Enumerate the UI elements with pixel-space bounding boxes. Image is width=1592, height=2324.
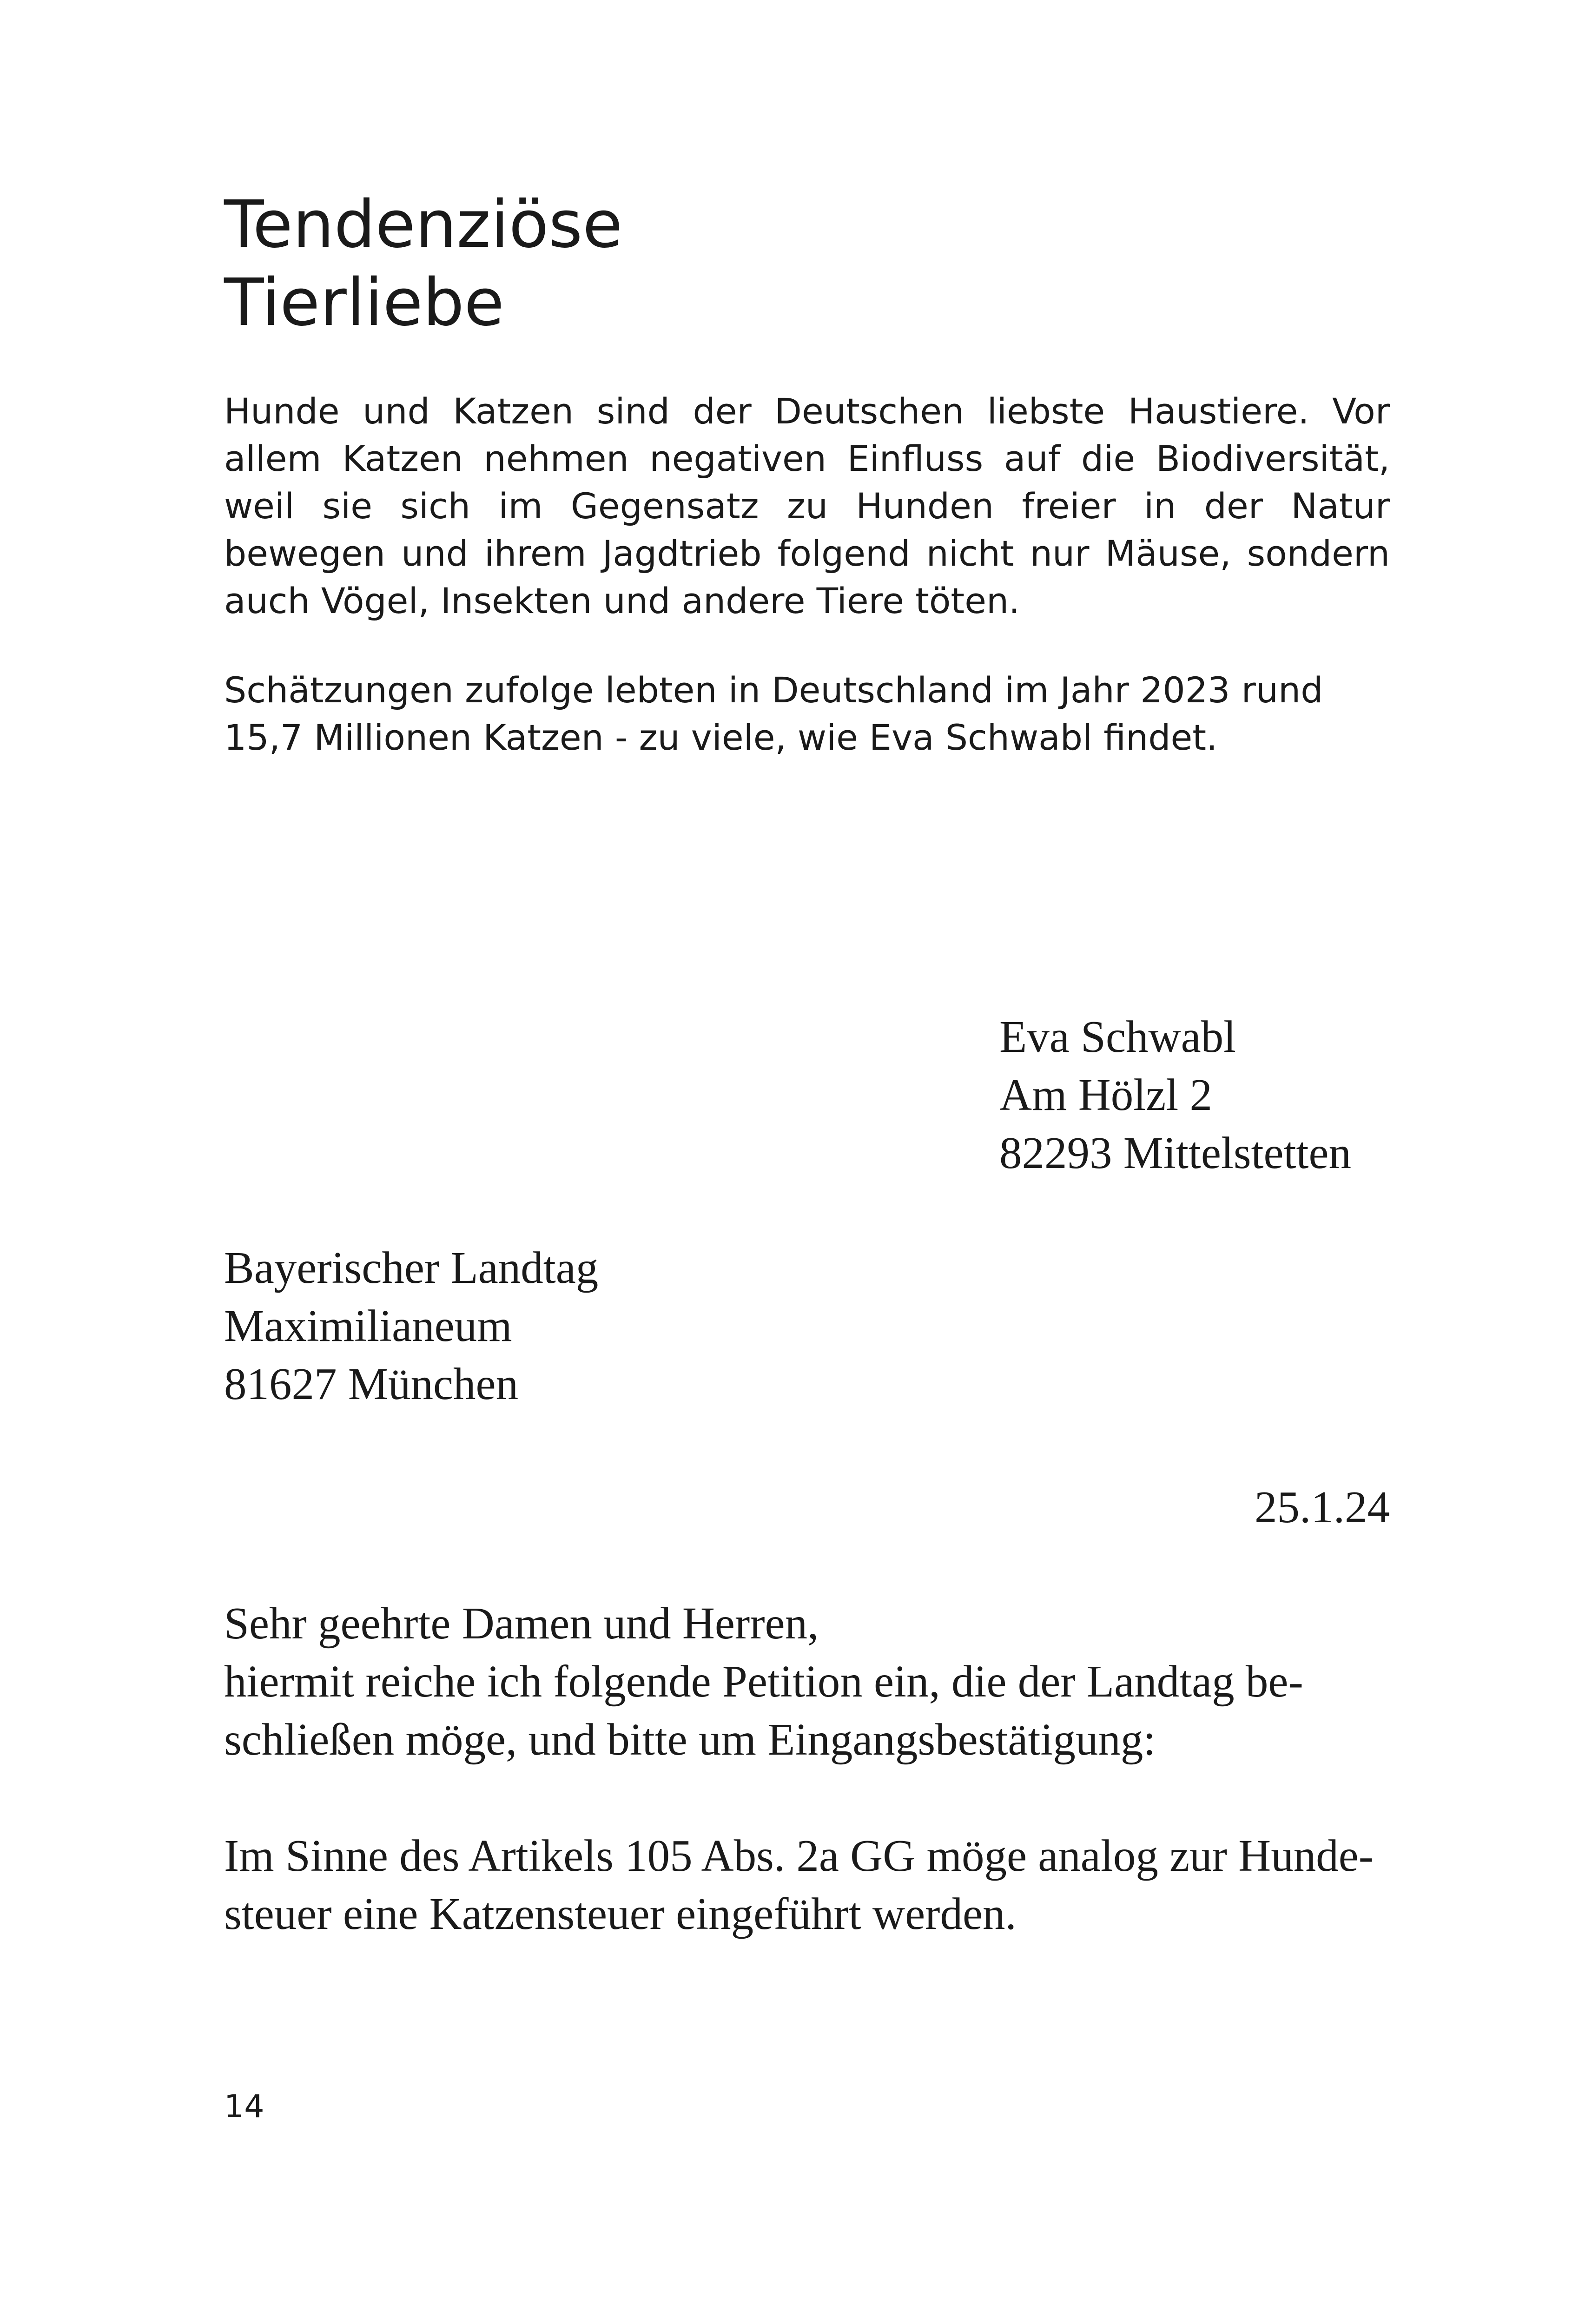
intro-paragraph: Hunde und Katzen sind der Deutschen liebste Haustiere. Vor allem Katzen nehmen negativen Einfluss auf die Biodiversität, weil sie sich im Gegensatz zu Hunden freier in der Natur bewegen und ihrem Jagdtrieb folgend nicht nur Mäuse, sondern auch Vögel, Insekten und andere Tiere töten.	[224, 390, 1390, 621]
letter-salutation	[224, 1594, 1390, 1769]
salutation-line: hiermit reiche ich folgende Petition ein, die der Landtag be-	[224, 1657, 1303, 1706]
recipient-building: Maximilianeum	[224, 1301, 512, 1351]
petition-line: steuer eine Katzensteuer eingeführt werden.	[224, 1889, 1017, 1939]
petition-text	[224, 1827, 1390, 1943]
page-number: 14	[224, 2088, 264, 2125]
intro-paragraph: Schätzungen zufolge lebten in Deutschland im Jahr 2023 rund 15,7 Millionen Katzen - zu viele, wie Eva Schwabl findet.	[224, 669, 1323, 758]
recipient-city: 81627 München	[224, 1359, 519, 1409]
salutation-line: Sehr geehrte Damen und Herren,	[224, 1598, 819, 1648]
title-line: Tierliebe	[224, 265, 504, 341]
sender-city: 82293 Mittelstetten	[999, 1128, 1352, 1178]
sender-street: Am Hölzl 2	[999, 1070, 1213, 1120]
petition-line: Im Sinne des Artikels 105 Abs. 2a GG möge analog zur Hunde-	[224, 1831, 1374, 1881]
sender-name: Eva Schwabl	[999, 1012, 1236, 1062]
sender-address	[999, 1008, 1418, 1182]
title-line: Tendenziöse	[224, 187, 623, 263]
article-title	[224, 186, 1386, 342]
salutation-line: schließen möge, und bitte um Eingangsbestätigung:	[224, 1715, 1156, 1764]
letter-date: 25.1.24	[1255, 1482, 1390, 1532]
recipient-address	[224, 1239, 968, 1413]
recipient-name: Bayerischer Landtag	[224, 1243, 599, 1293]
